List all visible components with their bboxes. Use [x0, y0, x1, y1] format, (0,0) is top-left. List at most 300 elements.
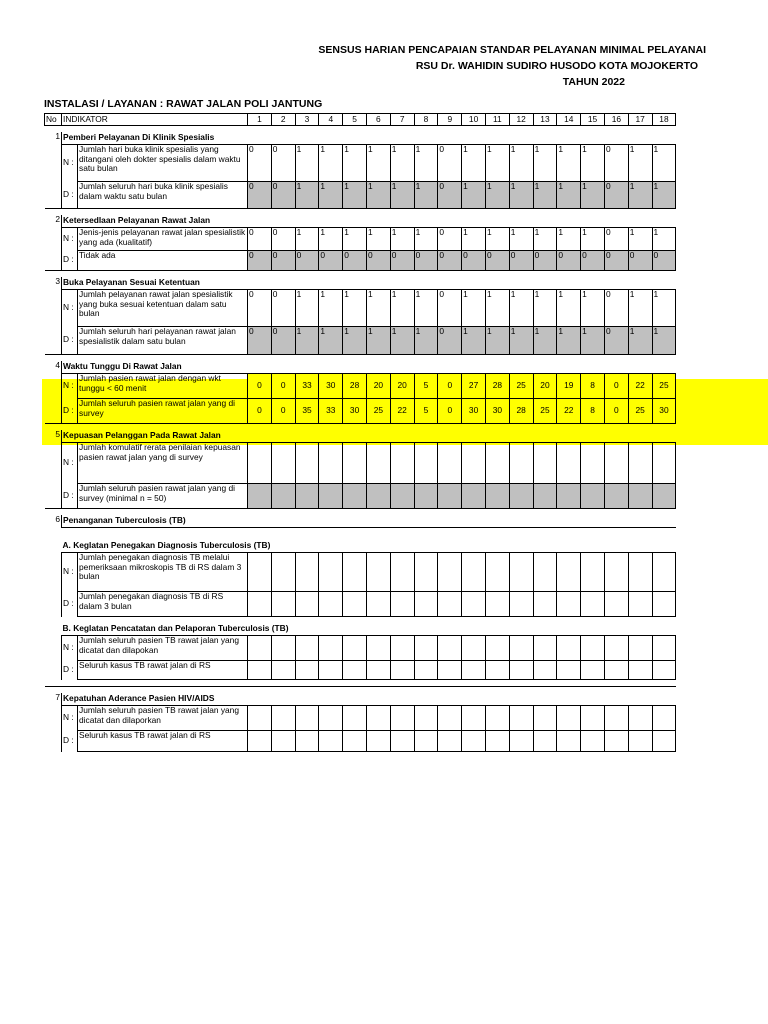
day-value-cell[interactable]	[581, 443, 605, 484]
day-value-cell[interactable]	[248, 592, 272, 617]
day-value-cell[interactable]	[366, 592, 390, 617]
day-value-cell[interactable]: 0	[438, 327, 462, 355]
day-value-cell[interactable]	[628, 706, 652, 731]
day-value-cell[interactable]	[628, 484, 652, 509]
day-value-cell[interactable]: 0	[295, 251, 319, 271]
day-value-cell[interactable]: 1	[462, 327, 486, 355]
day-value-cell[interactable]	[248, 553, 272, 592]
day-value-cell[interactable]: 1	[557, 327, 581, 355]
day-value-cell[interactable]	[652, 731, 676, 752]
day-value-cell[interactable]	[248, 636, 272, 661]
day-value-cell[interactable]	[509, 636, 533, 661]
day-value-cell[interactable]: 0	[438, 251, 462, 271]
day-value-cell[interactable]	[652, 706, 676, 731]
day-value-cell[interactable]	[414, 484, 438, 509]
day-value-cell[interactable]	[319, 484, 343, 509]
section-number: 7	[55, 693, 60, 702]
day-value-cell[interactable]	[438, 731, 462, 752]
day-value-cell[interactable]	[319, 661, 343, 680]
day-value-cell[interactable]	[581, 553, 605, 592]
day-value-cell[interactable]: 0	[438, 228, 462, 251]
day-value-cell[interactable]: 1	[533, 228, 557, 251]
day-value-cell[interactable]	[557, 706, 581, 731]
day-value-cell[interactable]: 0	[271, 251, 295, 271]
day-value-cell[interactable]	[390, 706, 414, 731]
day-value-cell[interactable]: 0	[271, 228, 295, 251]
day-value-cell[interactable]	[628, 553, 652, 592]
day-value-cell[interactable]	[295, 553, 319, 592]
day-value-cell[interactable]: 0	[604, 399, 628, 424]
day-value-cell[interactable]: 1	[390, 145, 414, 182]
day-value-cell[interactable]: 1	[390, 182, 414, 209]
day-value-cell[interactable]: 1	[581, 327, 605, 355]
day-value-cell[interactable]	[414, 592, 438, 617]
day-value-cell[interactable]	[533, 661, 557, 680]
day-value-cell[interactable]: 0	[248, 228, 272, 251]
day-value-cell[interactable]	[390, 553, 414, 592]
day-value-cell[interactable]: 1	[366, 182, 390, 209]
day-value-cell[interactable]	[343, 731, 367, 752]
day-value-cell[interactable]: 1	[509, 145, 533, 182]
day-value-cell[interactable]	[295, 661, 319, 680]
section-number: 6	[55, 515, 60, 524]
day-value-cell[interactable]: 20	[366, 374, 390, 399]
day-value-cell[interactable]: 0	[557, 251, 581, 271]
day-value-cell[interactable]: 35	[295, 399, 319, 424]
day-value-cell[interactable]	[271, 484, 295, 509]
day-value-cell[interactable]	[271, 731, 295, 752]
day-value-cell[interactable]: 25	[366, 399, 390, 424]
day-value-cell[interactable]: 1	[366, 228, 390, 251]
day-value-cell[interactable]	[438, 553, 462, 592]
day-value-cell[interactable]	[557, 636, 581, 661]
day-value-cell[interactable]	[462, 553, 486, 592]
day-value-cell[interactable]	[628, 636, 652, 661]
day-value-cell[interactable]: 1	[343, 182, 367, 209]
day-value-cell[interactable]: 1	[533, 182, 557, 209]
day-value-cell[interactable]: 0	[271, 145, 295, 182]
day-value-cell[interactable]: 22	[628, 374, 652, 399]
day-value-cell[interactable]: 1	[319, 228, 343, 251]
day-value-cell[interactable]	[509, 661, 533, 680]
day-value-cell[interactable]: 0	[248, 145, 272, 182]
day-value-cell[interactable]: 1	[295, 228, 319, 251]
day-value-cell[interactable]: 1	[557, 145, 581, 182]
day-value-cell[interactable]	[509, 443, 533, 484]
day-value-cell[interactable]: 1	[652, 182, 676, 209]
day-value-cell[interactable]	[604, 636, 628, 661]
day-value-cell[interactable]: 1	[652, 290, 676, 327]
day-value-cell[interactable]: 25	[509, 374, 533, 399]
day-value-cell[interactable]: 0	[271, 399, 295, 424]
day-value-cell[interactable]: 1	[533, 327, 557, 355]
day-value-cell[interactable]: 1	[533, 290, 557, 327]
day-value-cell[interactable]	[557, 443, 581, 484]
day-value-cell[interactable]: 0	[604, 374, 628, 399]
day-value-cell[interactable]: 28	[485, 374, 509, 399]
day-value-cell[interactable]: 1	[366, 327, 390, 355]
day-value-cell[interactable]: 27	[462, 374, 486, 399]
day-value-cell[interactable]	[271, 553, 295, 592]
day-value-cell[interactable]: 0	[438, 145, 462, 182]
day-value-cell[interactable]: 1	[509, 290, 533, 327]
indicator-row	[45, 399, 676, 424]
day-value-cell[interactable]	[581, 706, 605, 731]
day-value-cell[interactable]	[628, 592, 652, 617]
day-value-cell[interactable]: 1	[581, 182, 605, 209]
day-value-cell[interactable]: 0	[533, 251, 557, 271]
day-value-cell[interactable]	[343, 443, 367, 484]
day-value-cell[interactable]	[366, 553, 390, 592]
day-value-cell[interactable]	[343, 592, 367, 617]
day-value-cell[interactable]	[343, 553, 367, 592]
day-value-cell[interactable]	[295, 706, 319, 731]
day-value-cell[interactable]	[557, 661, 581, 680]
day-value-cell[interactable]: 0	[248, 399, 272, 424]
day-value-cell[interactable]: 0	[438, 399, 462, 424]
day-value-cell[interactable]	[485, 484, 509, 509]
day-value-cell[interactable]	[390, 484, 414, 509]
col-header-day: 18	[652, 114, 676, 126]
day-value-cell[interactable]	[248, 661, 272, 680]
day-value-cell[interactable]	[628, 661, 652, 680]
day-value-cell[interactable]: 30	[462, 399, 486, 424]
day-value-cell[interactable]: 25	[533, 399, 557, 424]
day-value-cell[interactable]	[533, 592, 557, 617]
day-value-cell[interactable]: 1	[485, 182, 509, 209]
day-value-cell[interactable]: 0	[414, 251, 438, 271]
day-value-cell[interactable]: 1	[414, 327, 438, 355]
day-value-cell[interactable]	[319, 731, 343, 752]
day-value-cell[interactable]	[604, 443, 628, 484]
day-value-cell[interactable]: 0	[604, 251, 628, 271]
day-value-cell[interactable]	[248, 443, 272, 484]
day-value-cell[interactable]: 1	[366, 290, 390, 327]
day-value-cell[interactable]	[438, 484, 462, 509]
day-value-cell[interactable]	[366, 636, 390, 661]
day-value-cell[interactable]	[438, 443, 462, 484]
day-value-cell[interactable]: 20	[390, 374, 414, 399]
day-value-cell[interactable]: 0	[271, 182, 295, 209]
day-value-cell[interactable]: 1	[628, 290, 652, 327]
day-value-cell[interactable]	[485, 661, 509, 680]
day-value-cell[interactable]	[414, 443, 438, 484]
day-value-cell[interactable]	[462, 731, 486, 752]
day-value-cell[interactable]	[295, 636, 319, 661]
day-value-cell[interactable]	[652, 553, 676, 592]
day-value-cell[interactable]	[414, 661, 438, 680]
day-value-cell[interactable]	[533, 731, 557, 752]
day-value-cell[interactable]: 1	[319, 290, 343, 327]
day-value-cell[interactable]: 1	[628, 182, 652, 209]
day-value-cell[interactable]	[652, 661, 676, 680]
day-value-cell[interactable]: 1	[414, 290, 438, 327]
day-value-cell[interactable]: 30	[485, 399, 509, 424]
day-value-cell[interactable]	[414, 553, 438, 592]
day-value-cell[interactable]	[581, 484, 605, 509]
day-value-cell[interactable]: 0	[366, 251, 390, 271]
day-value-cell[interactable]: 22	[390, 399, 414, 424]
day-value-cell[interactable]	[319, 592, 343, 617]
day-value-cell[interactable]: 1	[319, 327, 343, 355]
day-value-cell[interactable]: 1	[366, 145, 390, 182]
day-value-cell[interactable]	[295, 484, 319, 509]
day-value-cell[interactable]: 19	[557, 374, 581, 399]
indicator-row	[45, 706, 676, 731]
day-value-cell[interactable]: 1	[581, 290, 605, 327]
day-value-cell[interactable]: 1	[343, 290, 367, 327]
day-value-cell[interactable]	[628, 443, 652, 484]
day-value-cell[interactable]	[462, 443, 486, 484]
day-value-cell[interactable]	[390, 592, 414, 617]
day-value-cell[interactable]: 1	[485, 290, 509, 327]
day-value-cell[interactable]: 0	[628, 251, 652, 271]
day-value-cell[interactable]: 0	[509, 251, 533, 271]
day-value-cell[interactable]	[319, 706, 343, 731]
day-value-cell[interactable]: 0	[604, 145, 628, 182]
col-header-day: 13	[533, 114, 557, 126]
day-value-cell[interactable]: 30	[319, 374, 343, 399]
day-value-cell[interactable]: 1	[414, 145, 438, 182]
day-value-cell[interactable]: 1	[414, 228, 438, 251]
day-value-cell[interactable]: 1	[462, 182, 486, 209]
day-value-cell[interactable]: 1	[319, 145, 343, 182]
day-value-cell[interactable]: 1	[343, 228, 367, 251]
day-value-cell[interactable]	[604, 484, 628, 509]
day-value-cell[interactable]: 0	[248, 327, 272, 355]
day-value-cell[interactable]	[462, 661, 486, 680]
day-value-cell[interactable]	[390, 443, 414, 484]
day-value-cell[interactable]: 0	[652, 251, 676, 271]
day-value-cell[interactable]: 1	[295, 327, 319, 355]
day-value-cell[interactable]: 0	[438, 374, 462, 399]
day-value-cell[interactable]	[509, 731, 533, 752]
day-value-cell[interactable]	[462, 706, 486, 731]
day-value-cell[interactable]	[366, 484, 390, 509]
day-value-cell[interactable]: 30	[652, 399, 676, 424]
day-value-cell[interactable]: 0	[271, 374, 295, 399]
day-value-cell[interactable]: 1	[652, 228, 676, 251]
day-value-cell[interactable]	[271, 661, 295, 680]
day-value-cell[interactable]	[604, 706, 628, 731]
day-value-cell[interactable]	[628, 731, 652, 752]
day-value-cell[interactable]: 0	[248, 374, 272, 399]
day-value-cell[interactable]	[438, 661, 462, 680]
day-value-cell[interactable]	[581, 661, 605, 680]
day-value-cell[interactable]	[485, 443, 509, 484]
day-value-cell[interactable]	[652, 592, 676, 617]
day-value-cell[interactable]: 0	[604, 228, 628, 251]
day-value-cell[interactable]	[652, 636, 676, 661]
day-value-cell[interactable]: 1	[509, 327, 533, 355]
day-value-cell[interactable]: 0	[604, 327, 628, 355]
day-value-cell[interactable]	[581, 636, 605, 661]
day-value-cell[interactable]: 0	[319, 251, 343, 271]
day-value-cell[interactable]: 0	[581, 251, 605, 271]
day-value-cell[interactable]	[295, 592, 319, 617]
day-value-cell[interactable]: 1	[509, 228, 533, 251]
day-value-cell[interactable]: 25	[652, 374, 676, 399]
day-value-cell[interactable]: 1	[319, 182, 343, 209]
day-value-cell[interactable]	[248, 731, 272, 752]
day-value-cell[interactable]: 28	[509, 399, 533, 424]
day-value-cell[interactable]: 0	[604, 290, 628, 327]
day-value-cell[interactable]	[390, 731, 414, 752]
day-value-cell[interactable]: 1	[557, 290, 581, 327]
day-value-cell[interactable]: 1	[343, 145, 367, 182]
day-value-cell[interactable]: 1	[509, 182, 533, 209]
day-value-cell[interactable]: 1	[485, 145, 509, 182]
day-value-cell[interactable]: 1	[581, 145, 605, 182]
day-value-cell[interactable]	[319, 636, 343, 661]
denominator-label: D :	[62, 661, 78, 680]
day-value-cell[interactable]: 1	[557, 182, 581, 209]
day-value-cell[interactable]	[295, 443, 319, 484]
day-value-cell[interactable]: 33	[319, 399, 343, 424]
day-value-cell[interactable]: 1	[652, 145, 676, 182]
day-value-cell[interactable]: 1	[485, 327, 509, 355]
day-value-cell[interactable]	[366, 443, 390, 484]
day-value-cell[interactable]	[343, 706, 367, 731]
day-value-cell[interactable]	[414, 636, 438, 661]
denominator-label: D :	[62, 484, 78, 509]
day-value-cell[interactable]	[343, 661, 367, 680]
day-value-cell[interactable]	[485, 706, 509, 731]
day-value-cell[interactable]	[533, 706, 557, 731]
day-value-cell[interactable]	[295, 731, 319, 752]
day-value-cell[interactable]: 0	[604, 182, 628, 209]
indicator-row	[45, 484, 676, 509]
day-value-cell[interactable]	[604, 592, 628, 617]
indicator-text: Tidak ada	[78, 251, 248, 271]
day-value-cell[interactable]	[652, 443, 676, 484]
day-value-cell[interactable]: 1	[628, 145, 652, 182]
day-value-cell[interactable]	[557, 592, 581, 617]
day-value-cell[interactable]	[604, 661, 628, 680]
day-value-cell[interactable]	[485, 731, 509, 752]
day-value-cell[interactable]: 0	[248, 251, 272, 271]
day-value-cell[interactable]	[271, 592, 295, 617]
day-value-cell[interactable]: 1	[485, 228, 509, 251]
day-value-cell[interactable]: 0	[438, 182, 462, 209]
day-value-cell[interactable]	[248, 484, 272, 509]
day-value-cell[interactable]: 8	[581, 374, 605, 399]
day-value-cell[interactable]: 1	[628, 327, 652, 355]
day-value-cell[interactable]	[509, 592, 533, 617]
day-value-cell[interactable]	[652, 484, 676, 509]
day-value-cell[interactable]	[462, 484, 486, 509]
day-value-cell[interactable]	[581, 731, 605, 752]
day-value-cell[interactable]: 1	[533, 145, 557, 182]
day-value-cell[interactable]	[509, 706, 533, 731]
day-value-cell[interactable]: 1	[343, 327, 367, 355]
day-value-cell[interactable]	[319, 553, 343, 592]
day-value-cell[interactable]: 0	[485, 251, 509, 271]
day-value-cell[interactable]	[438, 592, 462, 617]
day-value-cell[interactable]	[509, 553, 533, 592]
day-value-cell[interactable]: 1	[390, 327, 414, 355]
day-value-cell[interactable]	[509, 484, 533, 509]
day-value-cell[interactable]	[438, 636, 462, 661]
day-value-cell[interactable]	[604, 731, 628, 752]
day-value-cell[interactable]	[390, 661, 414, 680]
day-value-cell[interactable]	[319, 443, 343, 484]
day-value-cell[interactable]	[271, 443, 295, 484]
day-value-cell[interactable]: 5	[414, 399, 438, 424]
day-value-cell[interactable]: 1	[462, 145, 486, 182]
day-value-cell[interactable]	[343, 484, 367, 509]
day-value-cell[interactable]: 0	[271, 327, 295, 355]
day-value-cell[interactable]	[533, 636, 557, 661]
col-header-no: No	[45, 114, 62, 126]
day-value-cell[interactable]: 1	[652, 327, 676, 355]
day-value-cell[interactable]: 1	[390, 228, 414, 251]
day-value-cell[interactable]	[438, 706, 462, 731]
day-value-cell[interactable]: 1	[581, 228, 605, 251]
day-value-cell[interactable]: 0	[248, 290, 272, 327]
day-value-cell[interactable]	[390, 636, 414, 661]
day-value-cell[interactable]: 1	[462, 228, 486, 251]
day-value-cell[interactable]	[533, 484, 557, 509]
day-value-cell[interactable]	[533, 443, 557, 484]
day-value-cell[interactable]: 28	[343, 374, 367, 399]
day-value-cell[interactable]	[414, 706, 438, 731]
day-value-cell[interactable]	[485, 592, 509, 617]
day-value-cell[interactable]	[604, 553, 628, 592]
day-value-cell[interactable]	[485, 553, 509, 592]
day-value-cell[interactable]	[462, 592, 486, 617]
day-value-cell[interactable]: 30	[343, 399, 367, 424]
day-value-cell[interactable]	[485, 636, 509, 661]
day-value-cell[interactable]	[533, 553, 557, 592]
day-value-cell[interactable]: 33	[295, 374, 319, 399]
day-value-cell[interactable]: 1	[414, 182, 438, 209]
day-value-cell[interactable]: 0	[248, 182, 272, 209]
report-title-hospital: RSU Dr. WAHIDIN SUDIRO HUSODO KOTA MOJOKERTO	[415, 60, 698, 72]
day-value-cell[interactable]	[581, 592, 605, 617]
day-value-cell[interactable]: 1	[390, 290, 414, 327]
day-value-cell[interactable]: 0	[343, 251, 367, 271]
day-value-cell[interactable]: 5	[414, 374, 438, 399]
day-value-cell[interactable]: 0	[462, 251, 486, 271]
day-value-cell[interactable]	[557, 731, 581, 752]
day-value-cell[interactable]	[557, 484, 581, 509]
day-value-cell[interactable]	[462, 636, 486, 661]
day-value-cell[interactable]: 8	[581, 399, 605, 424]
day-value-cell[interactable]	[343, 636, 367, 661]
day-value-cell[interactable]	[366, 731, 390, 752]
day-value-cell[interactable]: 1	[295, 182, 319, 209]
day-value-cell[interactable]: 20	[533, 374, 557, 399]
day-value-cell[interactable]	[366, 661, 390, 680]
day-value-cell[interactable]	[271, 706, 295, 731]
day-value-cell[interactable]: 1	[628, 228, 652, 251]
day-value-cell[interactable]	[557, 553, 581, 592]
day-value-cell[interactable]	[414, 731, 438, 752]
day-value-cell[interactable]: 0	[438, 290, 462, 327]
day-value-cell[interactable]: 22	[557, 399, 581, 424]
day-value-cell[interactable]: 0	[390, 251, 414, 271]
day-value-cell[interactable]: 1	[295, 290, 319, 327]
day-value-cell[interactable]: 1	[462, 290, 486, 327]
day-value-cell[interactable]: 25	[628, 399, 652, 424]
day-value-cell[interactable]	[248, 706, 272, 731]
day-value-cell[interactable]: 1	[557, 228, 581, 251]
day-value-cell[interactable]	[271, 636, 295, 661]
day-value-cell[interactable]	[366, 706, 390, 731]
day-value-cell[interactable]: 0	[271, 290, 295, 327]
day-value-cell[interactable]: 1	[295, 145, 319, 182]
